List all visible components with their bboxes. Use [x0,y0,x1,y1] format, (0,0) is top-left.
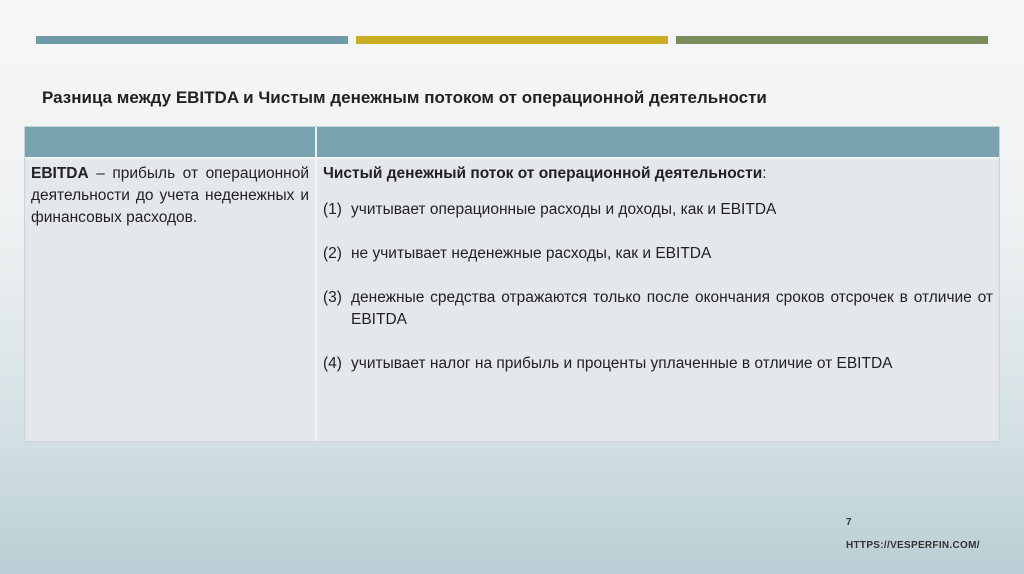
list-item [323,243,993,265]
ebitda-term: EBITDA [31,165,89,182]
comparison-table [24,126,1000,442]
list-item-text: учитывает налог на прибыль и проценты уплаченные в отличие от EBITDA [351,355,893,372]
slide-title: Разница между EBITDA и Чистым денежным потоком от операционной деятельности [42,88,767,107]
cash-flow-heading-colon: : [762,165,767,182]
decor-bar-olive [676,36,988,44]
list-item [323,287,993,331]
ebitda-definition-cell [31,163,309,229]
list-item-number: (4) [323,355,342,372]
decor-bar-gold [356,36,668,44]
list-item-number: (2) [323,245,342,262]
cash-flow-heading-text: Чистый денежный поток от операционной деятельности [323,165,763,182]
list-item-text: учитывает операционные расходы и доходы, как и EBITDA [351,201,777,218]
list-item-text: не учитывает неденежные расходы, как и EBITDA [351,245,712,262]
cash-flow-cell [323,163,993,397]
list-item [323,199,993,221]
list-item-number: (3) [323,289,342,306]
header-divider [315,127,317,157]
table-header-row [25,127,999,157]
ebitda-definition: – прибыль от операционной деятельности до учета неденежных и финансовых расходов. [31,165,309,226]
row-divider [25,157,999,159]
list-item-number: (1) [323,201,342,218]
page-number: 7 [846,517,852,528]
list-item [323,353,993,375]
list-item-text: денежные средства отражаются только после окончания сроков отсрочек в отличие от EBITDA [351,289,993,328]
column-divider [315,157,317,441]
footer-url: HTTPS://VESPERFIN.COM/ [846,540,980,551]
cash-flow-heading [323,163,993,185]
decor-bar-blue [36,36,348,44]
